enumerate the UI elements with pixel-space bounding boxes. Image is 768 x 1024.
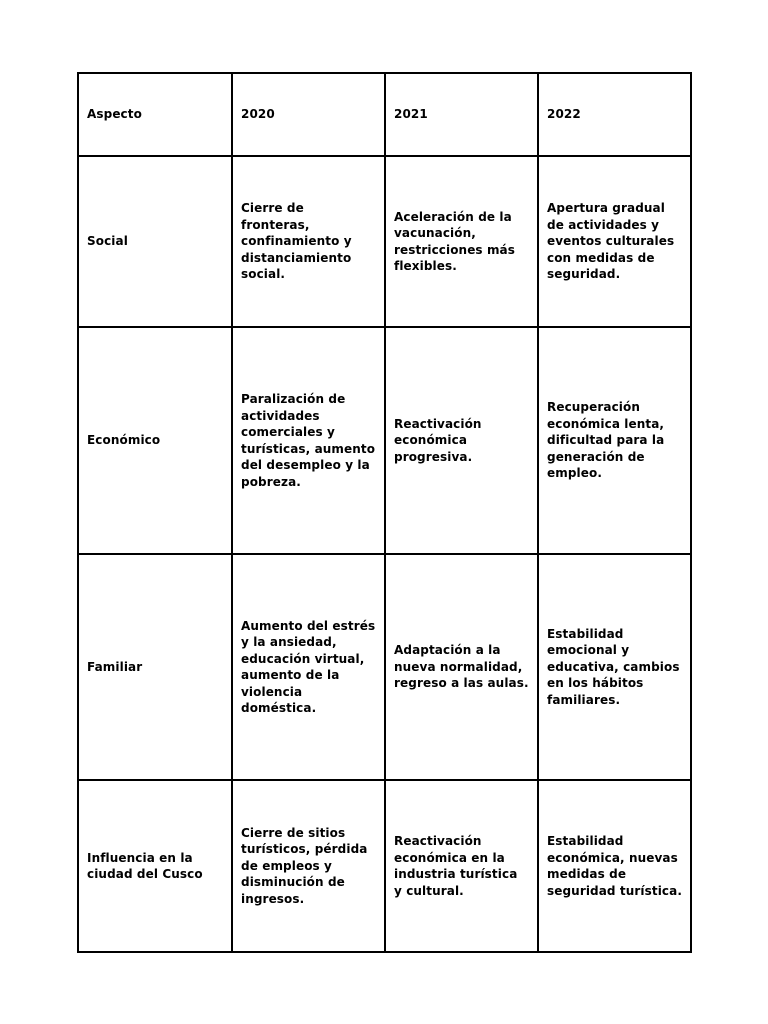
cell-2022 (538, 780, 691, 952)
table-row-economico (78, 327, 691, 554)
aspect-label: Influencia en la ciudad del Cusco (87, 850, 203, 881)
aspect-label: Económico (87, 433, 161, 448)
header-label: Aspecto (87, 107, 142, 122)
cell-text: Cierre de sitios turísticos, pérdida de empleos y disminución de ingresos. (241, 825, 368, 906)
aspect-cell (78, 327, 232, 554)
cell-2020 (232, 156, 385, 327)
cell-text: Adaptación a la nueva normalidad, regreso a las aulas. (394, 643, 529, 691)
header-label: 2021 (394, 107, 428, 122)
aspect-cell (78, 780, 232, 952)
table-row-familiar (78, 554, 691, 780)
header-label: 2022 (547, 107, 581, 122)
cell-text: Reactivación económica en la industria turística y cultural. (394, 834, 518, 898)
cell-text: Aumento del estrés y la ansiedad, educación virtual, aumento de la violencia doméstica. (241, 618, 376, 715)
header-cell-2022 (538, 73, 691, 156)
aspect-label: Social (87, 234, 128, 249)
header-cell-aspecto (78, 73, 232, 156)
comparison-table (77, 72, 692, 953)
header-label: 2020 (241, 107, 275, 122)
cell-text: Estabilidad económica, nuevas medidas de seguridad turística. (547, 834, 682, 898)
aspect-label: Familiar (87, 659, 143, 674)
cell-2022 (538, 156, 691, 327)
table-row-social (78, 156, 691, 327)
cell-text: Reactivación económica progresiva. (394, 416, 482, 464)
cell-text: Cierre de fronteras, confinamiento y distanciamiento social. (241, 201, 352, 282)
cell-2020 (232, 780, 385, 952)
cell-text: Estabilidad emocional y educativa, cambios en los hábitos familiares. (547, 626, 680, 707)
cell-text: Apertura gradual de actividades y eventos culturales con medidas de seguridad. (547, 201, 675, 282)
aspect-cell (78, 156, 232, 327)
cell-text: Recuperación económica lenta, dificultad para la generación de empleo. (547, 400, 665, 481)
table-row-cusco (78, 780, 691, 952)
cell-2021 (385, 156, 538, 327)
cell-2020 (232, 327, 385, 554)
cell-2021 (385, 780, 538, 952)
cell-2022 (538, 327, 691, 554)
header-cell-2020 (232, 73, 385, 156)
cell-text: Aceleración de la vacunación, restricciones más flexibles. (394, 209, 515, 273)
cell-2021 (385, 554, 538, 780)
header-cell-2021 (385, 73, 538, 156)
aspect-cell (78, 554, 232, 780)
cell-2022 (538, 554, 691, 780)
cell-text: Paralización de actividades comerciales y turísticas, aumento del desempleo y la pobreza. (241, 392, 376, 489)
table-header-row (78, 73, 691, 156)
cell-2020 (232, 554, 385, 780)
cell-2021 (385, 327, 538, 554)
